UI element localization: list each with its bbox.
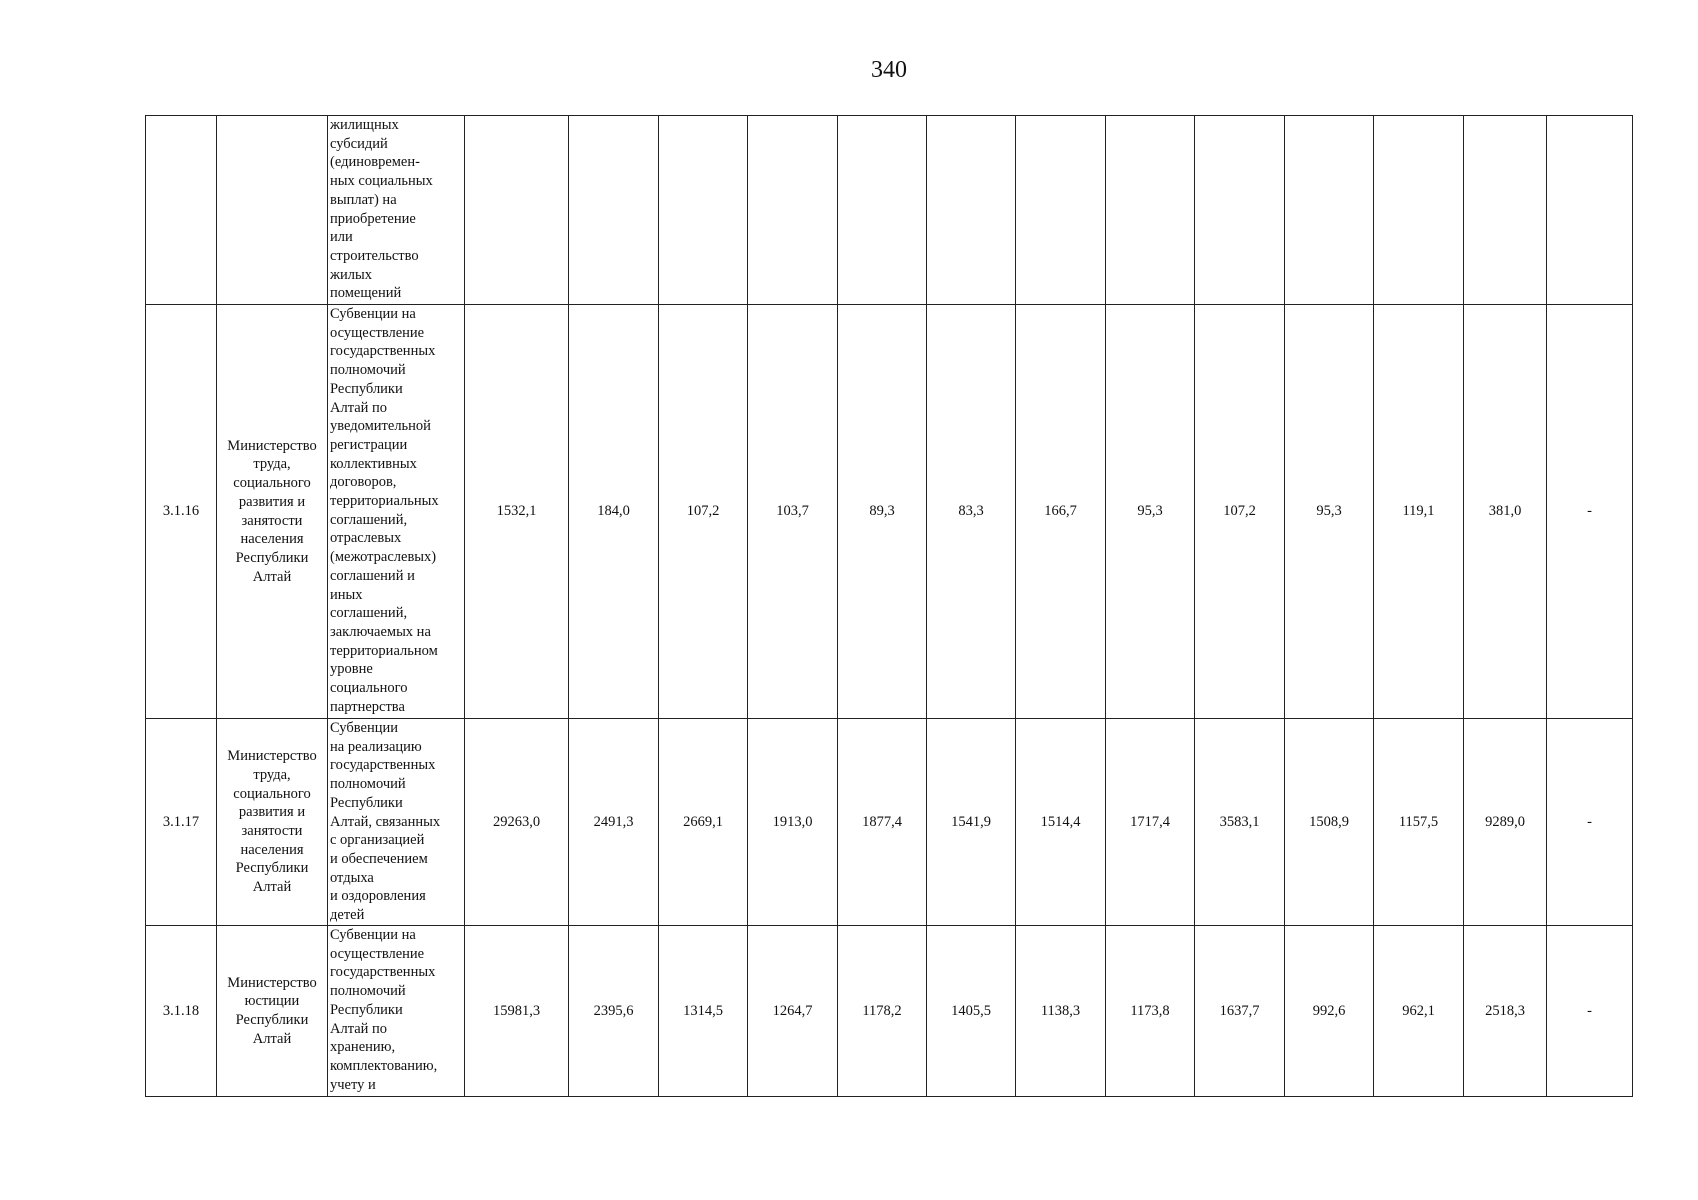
value-cell-text: 381,0 — [1488, 503, 1522, 520]
value-cell — [1016, 926, 1106, 1097]
row-number-cell — [146, 305, 217, 719]
value-cell-text: 9289,0 — [1485, 813, 1525, 830]
value-cell-text: 962,1 — [1402, 1002, 1435, 1019]
value-cell-text: 1314,5 — [683, 1002, 723, 1019]
value-cell-text: 2669,1 — [683, 813, 723, 830]
value-cell — [1195, 305, 1285, 719]
value-cell — [748, 719, 838, 926]
description-cell-text: Субвенции на осуществление государственных полномочий Республики Алтай по хранению, комплектованию, учету и — [330, 927, 438, 1093]
value-cell-text: 2395,6 — [593, 1002, 634, 1019]
value-cell — [569, 926, 659, 1097]
row-number-cell-text: 3.1.18 — [162, 1002, 200, 1019]
value-cell — [1374, 305, 1464, 719]
organization-cell — [217, 305, 328, 719]
value-cell — [1106, 719, 1195, 926]
value-cell — [1016, 719, 1106, 926]
value-cell-text: 992,6 — [1312, 1002, 1346, 1019]
row-number-cell-text: 3.1.17 — [162, 813, 200, 830]
value-cell — [1374, 719, 1464, 926]
value-cell-text: 119,1 — [1402, 503, 1435, 520]
value-cell — [1464, 719, 1547, 926]
budget-table — [145, 115, 1633, 1097]
organization-cell-text: Министерство труда, социального развития и занятости населения Республики Алтай — [227, 748, 317, 896]
value-cell-text: 15981,3 — [492, 1002, 541, 1019]
value-cell — [748, 116, 838, 305]
value-cell-text: 95,3 — [1137, 503, 1163, 520]
value-cell — [838, 719, 927, 926]
value-cell — [569, 719, 659, 926]
value-cell-text: 1532,1 — [496, 503, 537, 520]
table-row — [146, 926, 1633, 1097]
value-cell — [1285, 305, 1374, 719]
value-cell — [1547, 116, 1633, 305]
value-cell — [465, 719, 569, 926]
value-cell-text: 1514,4 — [1040, 813, 1081, 830]
value-cell — [1547, 305, 1633, 719]
value-cell-text: 107,2 — [686, 503, 720, 520]
value-cell — [1464, 926, 1547, 1097]
value-cell — [927, 305, 1016, 719]
value-cell — [1195, 926, 1285, 1097]
value-cell-text: 29263,0 — [492, 813, 541, 830]
value-cell — [1464, 116, 1547, 305]
value-cell-text: 103,7 — [776, 503, 809, 520]
value-cell-text: 2518,3 — [1485, 1002, 1525, 1019]
row-number-cell — [146, 116, 217, 305]
value-cell-text: 1508,9 — [1309, 813, 1349, 830]
value-cell — [1374, 116, 1464, 305]
table-body — [146, 116, 1633, 1097]
table-row — [146, 116, 1633, 305]
value-cell — [1374, 926, 1464, 1097]
value-cell — [927, 116, 1016, 305]
value-cell — [1106, 305, 1195, 719]
value-cell-text: - — [1587, 503, 1592, 520]
value-cell-text: 184,0 — [597, 503, 630, 520]
organization-cell-text: Министерство труда, социального развития и занятости населения Республики Алтай — [227, 437, 317, 585]
value-cell — [1547, 719, 1633, 926]
value-cell-text: 1264,7 — [772, 1002, 813, 1019]
value-cell — [838, 305, 927, 719]
organization-cell-text: Министерство юстиции Республики Алтай — [227, 974, 317, 1047]
description-cell-text: Субвенции на реализацию государственных полномочий Республики Алтай, связанных с организацией и обеспечением отдыха и оздоровления детей — [330, 720, 441, 924]
description-cell — [328, 926, 465, 1097]
description-cell-text: жилищных субсидий (единовремен- ных социальных выплат) на приобретение или строительство жилых помещений — [330, 117, 433, 302]
value-cell — [465, 305, 569, 719]
table-row — [146, 719, 1633, 926]
value-cell — [1106, 116, 1195, 305]
value-cell — [1464, 305, 1547, 719]
value-cell-text: 107,2 — [1223, 503, 1256, 520]
value-cell-text: 1157,5 — [1398, 813, 1439, 830]
description-cell — [328, 719, 465, 926]
organization-cell — [217, 926, 328, 1097]
value-cell-text: 1541,9 — [951, 813, 991, 830]
value-cell — [1195, 719, 1285, 926]
value-cell-text: - — [1587, 1002, 1592, 1019]
value-cell — [748, 305, 838, 719]
organization-cell — [217, 116, 328, 305]
description-cell — [328, 305, 465, 719]
description-cell — [328, 116, 465, 305]
value-cell — [659, 116, 748, 305]
value-cell-text: 3583,1 — [1219, 813, 1260, 830]
value-cell-text: 1178,2 — [862, 1002, 902, 1019]
table-row — [146, 305, 1633, 719]
value-cell — [1285, 926, 1374, 1097]
value-cell — [1016, 305, 1106, 719]
value-cell-text: 1717,4 — [1130, 813, 1170, 830]
value-cell — [1285, 116, 1374, 305]
value-cell — [838, 926, 927, 1097]
value-cell — [659, 305, 748, 719]
value-cell — [465, 926, 569, 1097]
value-cell — [1285, 719, 1374, 926]
value-cell-text: 1173,8 — [1130, 1002, 1170, 1019]
row-number-cell-text: 3.1.16 — [162, 503, 200, 520]
row-number-cell — [146, 926, 217, 1097]
value-cell — [838, 116, 927, 305]
value-cell — [927, 926, 1016, 1097]
value-cell-text: 1913,0 — [772, 813, 813, 830]
value-cell-text: 95,3 — [1316, 503, 1342, 520]
value-cell — [569, 116, 659, 305]
value-cell-text: 166,7 — [1044, 503, 1077, 520]
page-number: 340 — [871, 57, 907, 83]
value-cell — [659, 926, 748, 1097]
value-cell — [1195, 116, 1285, 305]
value-cell-text: 2491,3 — [593, 813, 634, 830]
value-cell — [659, 719, 748, 926]
organization-cell — [217, 719, 328, 926]
value-cell-text: 1138,3 — [1040, 1002, 1081, 1019]
value-cell-text: 1637,7 — [1219, 1002, 1260, 1019]
row-number-cell — [146, 719, 217, 926]
value-cell — [927, 719, 1016, 926]
value-cell-text: 83,3 — [958, 503, 984, 520]
description-cell-text: Субвенции на осуществление государственных полномочий Республики Алтай по уведомительной регистрации коллективных договоров, территориальных соглашений, отраслевых (межотраслевых) соглашений и иных соглашений, заключаемых на территориальном уровне социального партнерства — [330, 306, 439, 715]
value-cell-text: 89,3 — [869, 503, 895, 520]
value-cell-text: 1877,4 — [862, 813, 902, 830]
value-cell — [1547, 926, 1633, 1097]
value-cell-text: 1405,5 — [951, 1002, 991, 1019]
value-cell — [569, 305, 659, 719]
value-cell — [1106, 926, 1195, 1097]
value-cell-text: - — [1587, 813, 1592, 830]
value-cell — [465, 116, 569, 305]
value-cell — [748, 926, 838, 1097]
value-cell — [1016, 116, 1106, 305]
